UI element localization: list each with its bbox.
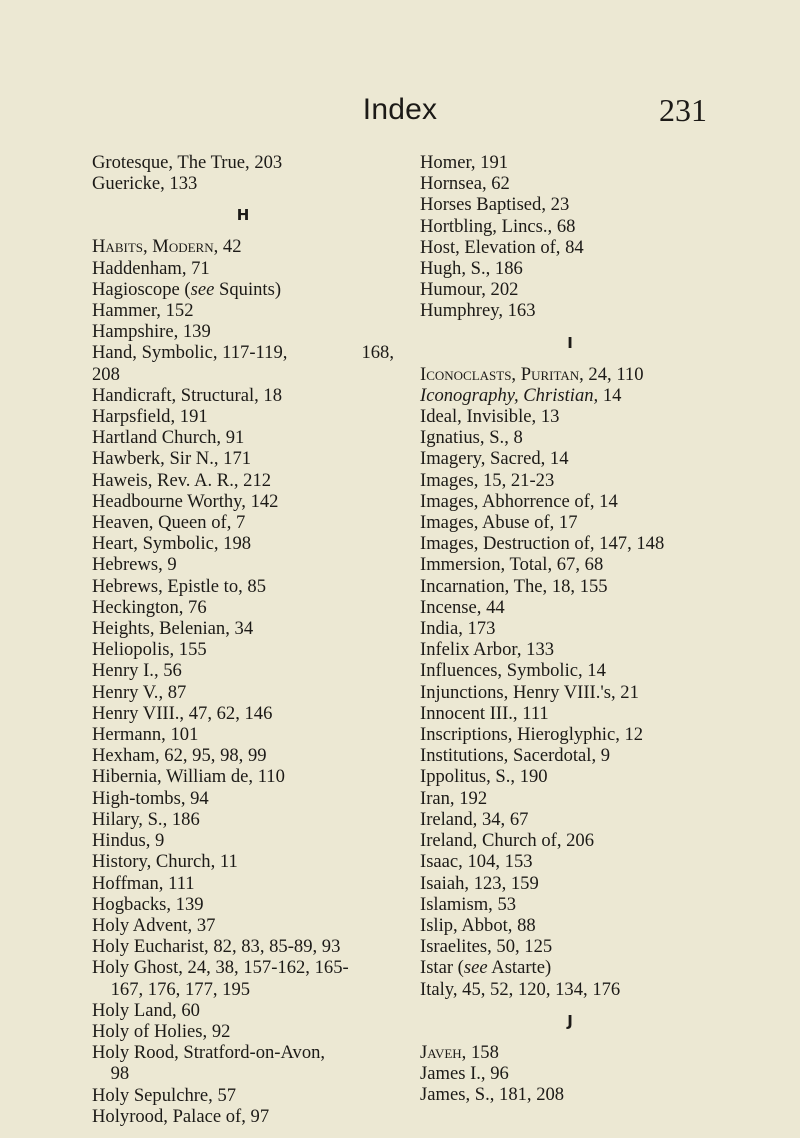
index-entry: Holy Eucharist, 82, 83, 85-89, 93 xyxy=(92,936,341,958)
index-entry: Influences, Symbolic, 14 xyxy=(420,660,606,682)
entry-pages: 168, xyxy=(361,342,394,364)
page-header xyxy=(0,90,800,136)
entry-heading: Habits, Modern, xyxy=(92,236,219,258)
index-entry: Hugh, S., 186 xyxy=(420,258,523,280)
index-entry: Ireland, 34, 67 xyxy=(420,808,529,830)
page-number: 231 xyxy=(659,92,707,128)
entry-text: Istar ( xyxy=(420,957,464,979)
index-entry: Images, Destruction of, 147, 148 xyxy=(420,533,665,555)
index-entry: Hammer, 152 xyxy=(92,300,194,322)
index-entry-continuation: 167, 176, 177, 195 xyxy=(110,978,251,1000)
index-entry: Hawberk, Sir N., 171 xyxy=(92,448,252,470)
index-entry: Grotesque, The True, 203 xyxy=(92,152,283,173)
index-entry xyxy=(92,236,394,257)
index-entry: Ideal, Invisible, 13 xyxy=(420,406,560,428)
index-entry: Ippolitus, S., 190 xyxy=(420,766,548,788)
see-reference: see xyxy=(463,957,488,979)
index-entry: Harpsfield, 191 xyxy=(92,406,208,428)
index-entry: Hebrews, 9 xyxy=(92,554,177,576)
index-entry xyxy=(420,957,720,978)
index-entry xyxy=(420,364,720,385)
page-title: Index xyxy=(362,93,438,126)
index-entry: James I., 96 xyxy=(420,1062,509,1084)
index-entry: Hibernia, William de, 110 xyxy=(92,766,285,788)
index-entry: Hogbacks, 139 xyxy=(92,893,204,915)
index-entry: Hortbling, Lincs., 68 xyxy=(420,215,576,237)
index-entry: Images, Abhorrence of, 14 xyxy=(420,490,618,512)
index-entry: Heart, Symbolic, 198 xyxy=(92,533,252,555)
index-entry: Humphrey, 163 xyxy=(420,300,536,322)
index-entry: Holy of Holies, 92 xyxy=(92,1020,231,1042)
index-entry: Islamism, 53 xyxy=(420,893,517,915)
index-entry: Heaven, Queen of, 7 xyxy=(92,512,246,534)
entry-heading: Javeh, xyxy=(420,1041,467,1063)
index-entry: Hindus, 9 xyxy=(92,830,165,852)
index-entry: Hexham, 62, 95, 98, 99 xyxy=(92,745,267,767)
index-entry: Haddenham, 71 xyxy=(92,257,210,279)
entry-heading: Iconography, Christian, xyxy=(420,384,599,406)
section-letter-h: H xyxy=(236,206,250,225)
index-entry: Institutions, Sacerdotal, 9 xyxy=(420,745,611,767)
index-entry: Immersion, Total, 67, 68 xyxy=(420,554,604,576)
index-entry: Italy, 45, 52, 120, 134, 176 xyxy=(420,978,621,1000)
index-entry: Incarnation, The, 18, 155 xyxy=(420,575,608,597)
index-entry: Holy Ghost, 24, 38, 157-162, 165- xyxy=(92,957,349,979)
index-entry: Heliopolis, 155 xyxy=(92,639,207,661)
index-entry: Incense, 44 xyxy=(420,596,505,618)
index-entry: Homer, 191 xyxy=(420,152,509,173)
index-entry: Henry VIII., 47, 62, 146 xyxy=(92,702,273,724)
index-entry-continuation: 208 xyxy=(92,363,120,385)
index-column-right xyxy=(420,152,720,1105)
index-entry: Host, Elevation of, 84 xyxy=(420,236,584,258)
index-entry: Innocent III., 111 xyxy=(420,702,549,724)
entry-pages: 42 xyxy=(218,236,242,258)
index-column-left xyxy=(92,152,394,1127)
index-entry: High-tombs, 94 xyxy=(92,787,209,809)
index-entry: Henry I., 56 xyxy=(92,660,182,682)
index-entry: Holy Land, 60 xyxy=(92,999,200,1021)
index-entry: Holy Rood, Stratford-on-Avon, xyxy=(92,1042,326,1064)
index-entry: Iran, 192 xyxy=(420,787,488,809)
index-entry: Henry V., 87 xyxy=(92,681,187,703)
index-entry: Hermann, 101 xyxy=(92,724,199,746)
index-entry: James, S., 181, 208 xyxy=(420,1084,565,1106)
index-entry: Islip, Abbot, 88 xyxy=(420,914,536,936)
index-entry: Holyrood, Palace of, 97 xyxy=(92,1105,270,1127)
index-entry xyxy=(420,1042,720,1063)
entry-text: Squints) xyxy=(214,278,282,300)
index-entry-continuation: 98 xyxy=(110,1063,130,1085)
index-entry: Images, Abuse of, 17 xyxy=(420,512,578,534)
index-entry: Imagery, Sacred, 14 xyxy=(420,448,569,470)
index-entry: Hampshire, 139 xyxy=(92,321,211,343)
entry-pages: 14 xyxy=(598,384,622,406)
index-entry: Handicraft, Structural, 18 xyxy=(92,384,283,406)
section-letter-j: J xyxy=(567,1011,573,1030)
index-entry xyxy=(420,385,720,406)
index-entry: Hornsea, 62 xyxy=(420,173,510,195)
index-entry: Hartland Church, 91 xyxy=(92,427,245,449)
index-entry: Humour, 202 xyxy=(420,279,519,301)
index-entry: Hoffman, 111 xyxy=(92,872,195,894)
index-entry: Holy Advent, 37 xyxy=(92,914,216,936)
index-entry: Images, 15, 21-23 xyxy=(420,469,555,491)
entry-text: Hand, Symbolic, 117-119, xyxy=(92,342,288,364)
index-entry: Hilary, S., 186 xyxy=(92,808,200,830)
index-entry: Guericke, 133 xyxy=(92,173,198,195)
index-entry: Horses Baptised, 23 xyxy=(420,194,570,216)
section-letter-i: I xyxy=(567,333,573,352)
entry-heading: Iconoclasts, Puritan, xyxy=(420,363,584,385)
index-entry: Headbourne Worthy, 142 xyxy=(92,490,279,512)
index-entry: Israelites, 50, 125 xyxy=(420,936,553,958)
index-entry xyxy=(92,342,394,363)
index-entry: Inscriptions, Hieroglyphic, 12 xyxy=(420,724,644,746)
entry-text: Astarte) xyxy=(487,957,552,979)
index-entry: India, 173 xyxy=(420,618,496,640)
index-entry xyxy=(92,279,394,300)
index-entry: Hebrews, Epistle to, 85 xyxy=(92,575,267,597)
index-entry: Injunctions, Henry VIII.'s, 21 xyxy=(420,681,639,703)
entry-pages: 24, 110 xyxy=(583,363,644,385)
index-entry: History, Church, 11 xyxy=(92,851,238,873)
see-reference: see xyxy=(190,278,215,300)
index-entry: Holy Sepulchre, 57 xyxy=(92,1084,237,1106)
index-entry: Infelix Arbor, 133 xyxy=(420,639,555,661)
entry-text: Hagioscope ( xyxy=(92,278,191,300)
index-entry: Heights, Belenian, 34 xyxy=(92,618,254,640)
index-entry: Haweis, Rev. A. R., 212 xyxy=(92,469,272,491)
entry-pages: 158 xyxy=(466,1041,499,1063)
index-entry: Ireland, Church of, 206 xyxy=(420,830,595,852)
index-entry: Isaac, 104, 153 xyxy=(420,851,533,873)
index-entry: Heckington, 76 xyxy=(92,596,207,618)
index-entry: Isaiah, 123, 159 xyxy=(420,872,539,894)
index-entry: Ignatius, S., 8 xyxy=(420,427,523,449)
